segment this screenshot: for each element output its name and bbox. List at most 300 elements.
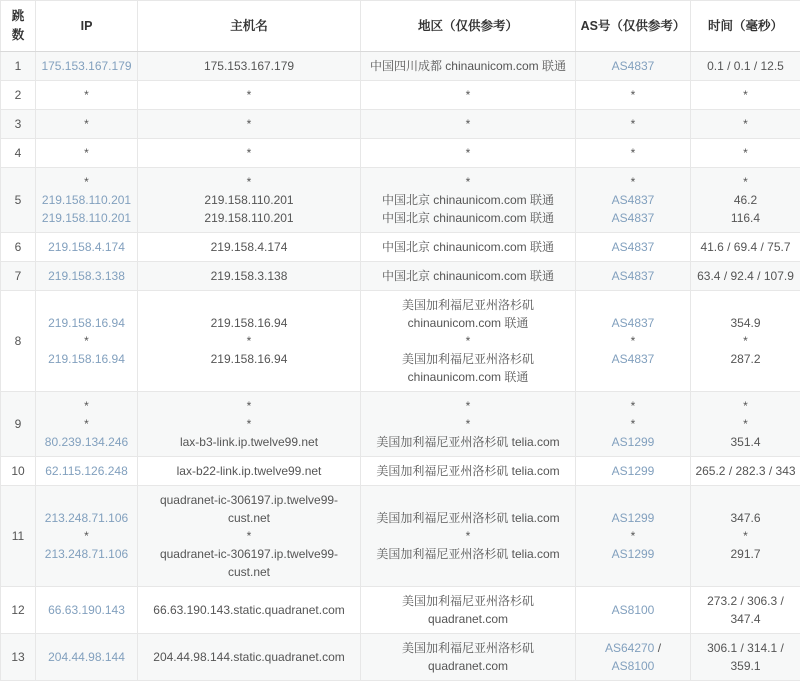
cell-line [40, 332, 133, 350]
cell-line [365, 209, 571, 227]
cell-asn [576, 392, 691, 457]
cell-text: 219.158.16.94 [210, 352, 288, 366]
cell-text: 美国加利福尼亚州洛杉矶 telia.com [376, 435, 560, 449]
timeout-asterisk: * [743, 417, 748, 431]
cell-time [691, 139, 800, 168]
column-header-host [138, 1, 361, 52]
ip-link[interactable]: 219.158.110.201 [41, 193, 132, 207]
cell-text: 中国北京 chinaunicom.com 联通 [381, 269, 555, 283]
cell-line [365, 86, 571, 104]
asn-link[interactable]: AS8100 [611, 603, 655, 617]
cell-line [40, 397, 133, 415]
asn-link[interactable]: AS4837 [611, 269, 655, 283]
cell-text: 116.4 [730, 211, 761, 225]
cell-line [40, 509, 133, 527]
timeout-asterisk: * [84, 334, 89, 348]
cell-text: 美国加利福尼亚州洛杉矶 [401, 298, 534, 312]
cell-line [40, 545, 133, 563]
cell-hop: 4 [1, 139, 36, 168]
timeout-asterisk: * [246, 417, 252, 431]
cell-line [365, 332, 571, 350]
cell-line [365, 173, 571, 191]
cell-text: 美国加利福尼亚州洛杉矶 [401, 352, 534, 366]
cell-region [361, 139, 576, 168]
cell-line [695, 115, 796, 133]
cell-line [365, 267, 571, 285]
timeout-asterisk: * [630, 417, 636, 431]
cell-line [580, 332, 686, 350]
cell-line [580, 545, 686, 563]
timeout-asterisk: * [630, 146, 636, 160]
cell-line [142, 267, 356, 285]
column-header-time [691, 1, 800, 52]
cell-line [695, 509, 796, 527]
timeout-asterisk: * [465, 334, 471, 348]
cell-line [40, 57, 133, 75]
cell-line [40, 601, 133, 619]
table-row [1, 139, 800, 168]
timeout-asterisk: * [630, 334, 636, 348]
cell-line [695, 527, 796, 545]
cell-line [580, 86, 686, 104]
cell-line [365, 115, 571, 133]
cell-host [138, 587, 361, 634]
timeout-asterisk: * [630, 529, 636, 543]
timeout-asterisk: * [743, 175, 748, 189]
cell-line [142, 462, 356, 480]
cell-host [138, 52, 361, 81]
cell-asn [576, 634, 691, 681]
cell-time [691, 634, 800, 681]
table-row [1, 486, 800, 587]
cell-line [695, 415, 796, 433]
cell-time [691, 81, 800, 110]
timeout-asterisk: * [743, 529, 748, 543]
asn-link[interactable]: AS4837 [611, 352, 655, 366]
cell-hop: 12 [1, 587, 36, 634]
ip-link[interactable]: 175.153.167.179 [41, 59, 132, 73]
cell-line [365, 639, 571, 675]
timeout-asterisk: * [246, 334, 252, 348]
cell-line [580, 314, 686, 332]
cell-time [691, 262, 800, 291]
timeout-asterisk: * [84, 175, 89, 189]
cell-line [365, 350, 571, 368]
ip-link[interactable]: 62.115.126.248 [45, 464, 128, 478]
ip-link[interactable]: 219.158.16.94 [48, 352, 125, 366]
cell-ip [36, 291, 138, 392]
cell-line [695, 433, 796, 451]
cell-line [40, 314, 133, 332]
column-header-label: IP [80, 18, 93, 33]
cell-line [142, 238, 356, 256]
table-row [1, 392, 800, 457]
cell-line [695, 86, 796, 104]
cell-line [40, 267, 133, 285]
cell-asn [576, 457, 691, 486]
timeout-asterisk: * [84, 88, 89, 102]
cell-host [138, 634, 361, 681]
table-row [1, 291, 800, 392]
cell-hop: 6 [1, 233, 36, 262]
timeout-asterisk: * [743, 117, 748, 131]
cell-line [365, 462, 571, 480]
cell-text: quadranet-ic-306197.ip.twelve99-cust.net [159, 547, 339, 579]
cell-line [365, 433, 571, 451]
cell-line [695, 639, 796, 675]
cell-ip [36, 110, 138, 139]
cell-line [695, 545, 796, 563]
cell-ip [36, 587, 138, 634]
cell-hop: 3 [1, 110, 36, 139]
cell-host [138, 139, 361, 168]
cell-region [361, 634, 576, 681]
cell-text: chinaunicom.com 联通 [407, 370, 529, 384]
ip-link[interactable]: 204.44.98.144 [48, 650, 125, 664]
cell-region [361, 486, 576, 587]
timeout-asterisk: * [743, 146, 748, 160]
ip-link[interactable]: 66.63.190.143 [48, 603, 125, 617]
cell-ip [36, 233, 138, 262]
cell-line [580, 173, 686, 191]
asn-link[interactable]: AS4837 [611, 240, 655, 254]
cell-region [361, 52, 576, 81]
cell-text: 美国加利福尼亚州洛杉矶 quadranet.com [401, 594, 534, 626]
cell-line [580, 397, 686, 415]
cell-line [580, 209, 686, 227]
cell-line [40, 115, 133, 133]
cell-line [580, 415, 686, 433]
cell-text: 0.1 / 0.1 / 12.5 [707, 59, 784, 73]
asn-link[interactable]: AS1299 [611, 435, 655, 449]
timeout-asterisk: * [84, 529, 89, 543]
timeout-asterisk: * [246, 399, 252, 413]
cell-line [365, 314, 571, 332]
cell-asn [576, 81, 691, 110]
column-header-label: 主机名 [230, 18, 268, 33]
cell-line [695, 314, 796, 332]
cell-text: 中国四川成都 chinaunicom.com 联通 [369, 59, 567, 73]
cell-line [695, 397, 796, 415]
cell-hop: 11 [1, 486, 36, 587]
table-body [1, 52, 800, 681]
cell-host [138, 262, 361, 291]
cell-line [365, 191, 571, 209]
cell-hop: 8 [1, 291, 36, 392]
cell-text: / [654, 641, 662, 655]
cell-host [138, 110, 361, 139]
cell-time [691, 486, 800, 587]
cell-time [691, 291, 800, 392]
timeout-asterisk: * [246, 529, 252, 543]
cell-text: 351.4 [730, 435, 761, 449]
cell-line [40, 527, 133, 545]
asn-link[interactable]: AS4837 [611, 211, 655, 225]
cell-line [40, 209, 133, 227]
cell-text: lax-b3-link.ip.twelve99.net [179, 435, 319, 449]
cell-line [142, 115, 356, 133]
cell-line [580, 115, 686, 133]
cell-ip [36, 52, 138, 81]
table-row [1, 262, 800, 291]
cell-line [365, 397, 571, 415]
cell-region [361, 81, 576, 110]
cell-ip [36, 81, 138, 110]
timeout-asterisk: * [630, 117, 636, 131]
cell-line [695, 592, 796, 628]
cell-ip [36, 486, 138, 587]
cell-line [695, 332, 796, 350]
cell-line [142, 144, 356, 162]
ip-link[interactable]: 80.239.134.246 [44, 435, 129, 449]
cell-text: quadranet-ic-306197.ip.twelve99-cust.net [159, 493, 339, 525]
cell-line [580, 527, 686, 545]
column-header-label: 地区（仅供参考） [417, 18, 518, 33]
header-row [1, 1, 800, 52]
cell-asn [576, 233, 691, 262]
table-row [1, 168, 800, 233]
cell-text: 204.44.98.144.static.quadranet.com [153, 650, 345, 664]
cell-line [40, 415, 133, 433]
cell-line [695, 191, 796, 209]
ip-link[interactable]: 219.158.4.174 [48, 240, 125, 254]
cell-line [142, 527, 356, 545]
cell-hop: 2 [1, 81, 36, 110]
ip-link[interactable]: 219.158.110.201 [41, 211, 132, 225]
cell-host [138, 233, 361, 262]
cell-line [580, 639, 686, 657]
timeout-asterisk: * [743, 88, 748, 102]
timeout-asterisk: * [84, 146, 89, 160]
column-header-label: AS号（仅供参考） [580, 18, 686, 33]
cell-text: 美国加利福尼亚州洛杉矶 quadranet.com [401, 641, 534, 673]
cell-text: 265.2 / 282.3 / 343 [695, 464, 796, 478]
cell-line [142, 350, 356, 368]
cell-host [138, 486, 361, 587]
cell-region [361, 168, 576, 233]
timeout-asterisk: * [84, 117, 89, 131]
cell-region [361, 233, 576, 262]
cell-asn [576, 486, 691, 587]
asn-link[interactable]: AS1299 [611, 547, 655, 561]
asn-link[interactable]: AS4837 [611, 59, 655, 73]
column-header-ip [36, 1, 138, 52]
cell-line [142, 397, 356, 415]
cell-text: 219.158.110.201 [204, 211, 294, 225]
ip-link[interactable]: 213.248.71.106 [44, 511, 129, 525]
timeout-asterisk: * [630, 175, 636, 189]
cell-time [691, 587, 800, 634]
cell-line [580, 509, 686, 527]
cell-line [142, 415, 356, 433]
cell-line [40, 191, 133, 209]
cell-time [691, 392, 800, 457]
ip-link[interactable]: 219.158.16.94 [48, 316, 125, 330]
asn-link[interactable]: AS8100 [611, 659, 655, 673]
cell-text: 41.6 / 69.4 / 75.7 [700, 240, 791, 254]
cell-line [142, 601, 356, 619]
cell-line [695, 267, 796, 285]
cell-line [40, 433, 133, 451]
cell-line [142, 545, 356, 581]
cell-host [138, 392, 361, 457]
cell-line [365, 592, 571, 628]
cell-text: 美国加利福尼亚州洛杉矶 telia.com [376, 464, 560, 478]
cell-text: chinaunicom.com 联通 [407, 316, 529, 330]
cell-hop: 9 [1, 392, 36, 457]
cell-text: 354.9 [730, 316, 761, 330]
cell-line [142, 314, 356, 332]
cell-line [580, 433, 686, 451]
cell-line [142, 332, 356, 350]
table-row [1, 457, 800, 486]
cell-asn [576, 139, 691, 168]
cell-text: 中国北京 chinaunicom.com 联通 [381, 193, 555, 207]
cell-asn [576, 587, 691, 634]
cell-line [580, 601, 686, 619]
cell-line [365, 238, 571, 256]
cell-line [365, 527, 571, 545]
table-row [1, 587, 800, 634]
cell-hop: 10 [1, 457, 36, 486]
timeout-asterisk: * [465, 146, 471, 160]
asn-link[interactable]: AS4837 [611, 316, 655, 330]
cell-line [40, 173, 133, 191]
cell-time [691, 168, 800, 233]
cell-region [361, 457, 576, 486]
cell-host [138, 291, 361, 392]
cell-host [138, 168, 361, 233]
cell-line [365, 415, 571, 433]
timeout-asterisk: * [465, 117, 471, 131]
timeout-asterisk: * [84, 399, 89, 413]
cell-hop: 5 [1, 168, 36, 233]
cell-line [40, 86, 133, 104]
timeout-asterisk: * [743, 334, 748, 348]
cell-line [580, 191, 686, 209]
ip-link[interactable]: 213.248.71.106 [44, 547, 129, 561]
table-header [1, 1, 800, 52]
cell-line [580, 267, 686, 285]
cell-line [695, 209, 796, 227]
cell-text: 219.158.3.138 [210, 269, 288, 283]
asn-link[interactable]: AS1299 [611, 464, 655, 478]
timeout-asterisk: * [246, 88, 252, 102]
cell-text: 63.4 / 92.4 / 107.9 [697, 269, 794, 283]
cell-line [365, 368, 571, 386]
cell-asn [576, 291, 691, 392]
cell-hop: 13 [1, 634, 36, 681]
cell-line [142, 648, 356, 666]
timeout-asterisk: * [630, 399, 636, 413]
cell-text: 273.2 / 306.3 / 347.4 [707, 594, 784, 626]
cell-text: 219.158.110.201 [204, 193, 294, 207]
cell-text: 美国加利福尼亚州洛杉矶 telia.com [376, 547, 560, 561]
cell-host [138, 81, 361, 110]
cell-region [361, 262, 576, 291]
cell-text: 美国加利福尼亚州洛杉矶 telia.com [376, 511, 560, 525]
column-header-asn [576, 1, 691, 52]
cell-region [361, 291, 576, 392]
timeout-asterisk: * [465, 529, 471, 543]
cell-line [142, 57, 356, 75]
timeout-asterisk: * [465, 175, 471, 189]
cell-line [142, 209, 356, 227]
cell-line [40, 144, 133, 162]
cell-region [361, 587, 576, 634]
column-header-label: 跳数 [11, 9, 25, 42]
cell-line [580, 144, 686, 162]
cell-text: 347.6 [730, 511, 761, 525]
asn-link[interactable]: AS4837 [611, 193, 655, 207]
cell-asn [576, 110, 691, 139]
cell-line [695, 350, 796, 368]
cell-line [580, 57, 686, 75]
cell-line [40, 350, 133, 368]
cell-line [365, 296, 571, 314]
cell-text: 中国北京 chinaunicom.com 联通 [381, 240, 555, 254]
cell-line [695, 238, 796, 256]
cell-line [142, 173, 356, 191]
cell-line [142, 191, 356, 209]
cell-time [691, 233, 800, 262]
cell-hop: 7 [1, 262, 36, 291]
timeout-asterisk: * [84, 417, 89, 431]
cell-text: 中国北京 chinaunicom.com 联通 [381, 211, 555, 225]
cell-text: 46.2 [733, 193, 758, 207]
table-row [1, 52, 800, 81]
cell-ip [36, 392, 138, 457]
cell-text: 291.7 [730, 547, 761, 561]
timeout-asterisk: * [246, 146, 252, 160]
cell-line [580, 462, 686, 480]
asn-link[interactable]: AS1299 [611, 511, 655, 525]
ip-link[interactable]: 219.158.3.138 [48, 269, 125, 283]
timeout-asterisk: * [246, 175, 252, 189]
cell-line [365, 144, 571, 162]
cell-asn [576, 262, 691, 291]
cell-line [580, 238, 686, 256]
cell-line [365, 509, 571, 527]
cell-ip [36, 457, 138, 486]
cell-line [695, 144, 796, 162]
cell-line [695, 462, 796, 480]
cell-line [142, 86, 356, 104]
table-row [1, 81, 800, 110]
cell-time [691, 110, 800, 139]
cell-time [691, 457, 800, 486]
asn-link[interactable]: AS64270 [604, 641, 655, 655]
cell-line [580, 657, 686, 675]
table-row [1, 110, 800, 139]
cell-line [695, 57, 796, 75]
column-header-hop [1, 1, 36, 52]
cell-asn [576, 52, 691, 81]
cell-text: 219.158.16.94 [210, 316, 288, 330]
cell-line [40, 238, 133, 256]
cell-region [361, 392, 576, 457]
timeout-asterisk: * [465, 417, 471, 431]
cell-line [365, 545, 571, 563]
cell-line [142, 491, 356, 527]
cell-hop: 1 [1, 52, 36, 81]
table-row [1, 233, 800, 262]
cell-line [695, 173, 796, 191]
cell-text: 306.1 / 314.1 / 359.1 [707, 641, 784, 673]
timeout-asterisk: * [743, 399, 748, 413]
cell-ip [36, 168, 138, 233]
table-row [1, 634, 800, 681]
